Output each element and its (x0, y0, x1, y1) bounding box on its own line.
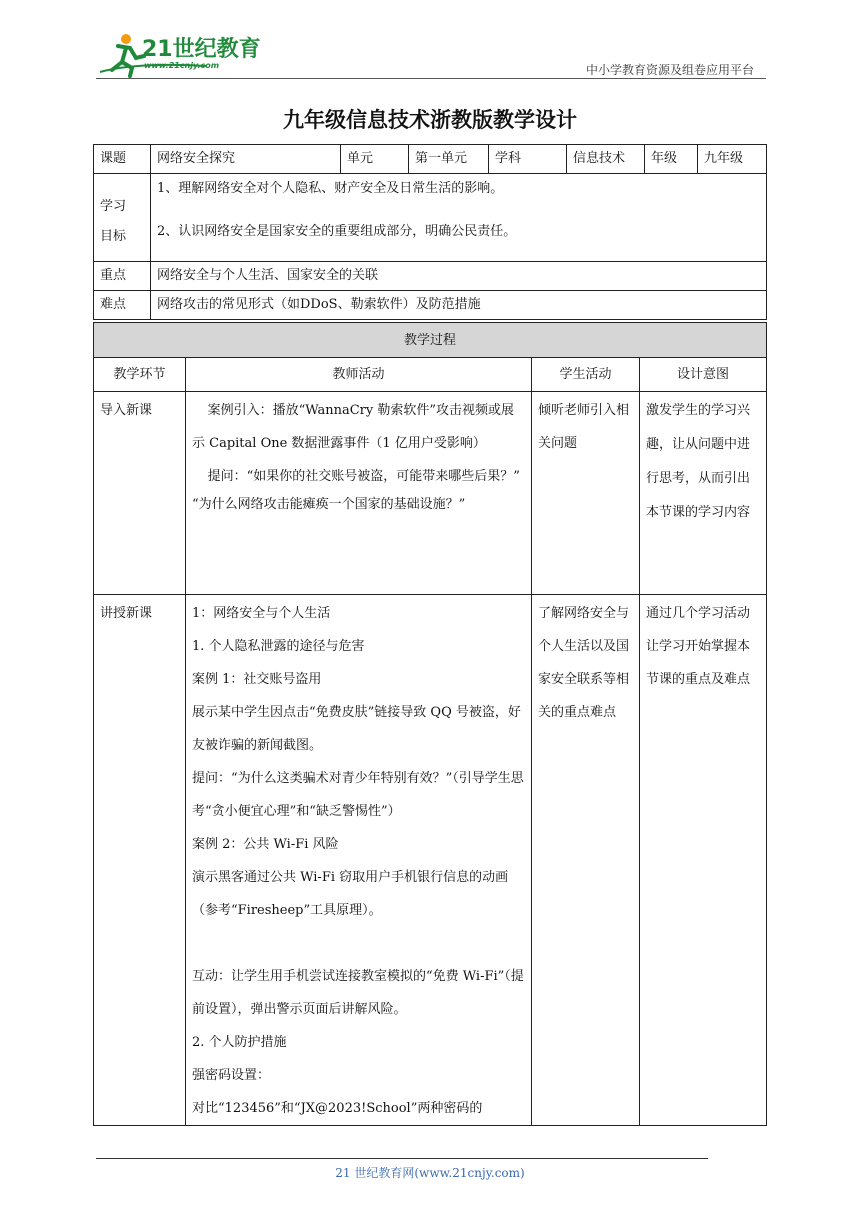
teacher-line: 演示黑客通过公共 Wi-Fi 窃取用户手机银行信息的动画（参考“Firesheep”工具原理）。 (192, 870, 509, 918)
info-row-topic (94, 145, 767, 174)
teacher-activity-cell (186, 595, 532, 1126)
teacher-line: 案例 2：公共 Wi-Fi 风险 (192, 837, 339, 852)
subject-value: 信息技术 (567, 145, 645, 174)
topic-label: 课题 (94, 145, 151, 174)
teacher-line: 强密码设置： (192, 1068, 271, 1083)
unit-value: 第一单元 (409, 145, 489, 174)
goal-item: 1、理解网络安全对个人隐私、财产安全及日常生活的影响。 (157, 181, 504, 196)
logo-text: 21世纪教育 (142, 37, 261, 62)
footer-divider (96, 1158, 708, 1159)
col-header-stage: 教学环节 (94, 358, 186, 392)
grade-value: 九年级 (698, 145, 767, 174)
teacher-line: 展示某中学生因点击“免费皮肤”链接导致 QQ 号被盗，好友被诈骗的新闻截图。 (192, 705, 521, 753)
info-table (93, 144, 767, 320)
design-intent-cell: 通过几个学习活动让学习开始掌握本节课的重点及难点 (640, 595, 767, 1126)
grade-label: 年级 (645, 145, 698, 174)
teacher-line: 1：网络安全与个人生活 (192, 606, 331, 621)
key-label: 重点 (94, 262, 151, 291)
document-title: 九年级信息技术浙教版教学设计 (283, 108, 577, 132)
teacher-line: 案例引入：播放“WannaCry 勒索软件”攻击视频或展示 Capital One 数据泄露事件（1 亿用户受影响） (192, 403, 515, 451)
difficult-value: 网络攻击的常见形式（如DDoS、勒索软件）及防范措施 (151, 291, 767, 320)
teacher-line: 1. 个人隐私泄露的途径与危害 (192, 639, 365, 654)
column-header-row (94, 358, 767, 392)
unit-label: 单元 (341, 145, 409, 174)
col-header-intent: 设计意图 (640, 358, 767, 392)
stage-cell: 导入新课 (94, 392, 186, 595)
header-platform-text: 中小学教育资源及组卷应用平台 (585, 63, 754, 77)
goals-value (151, 174, 767, 262)
student-activity-cell: 了解网络安全与个人生活以及国家安全联系等相关的重点难点 (532, 595, 640, 1126)
header-divider (96, 78, 766, 79)
process-heading: 教学过程 (94, 323, 767, 358)
teacher-blank-line (192, 927, 525, 960)
teacher-line: 互动：让学生用手机尝试连接教室模拟的“免费 Wi-Fi”（提前设置），弹出警示页面后讲解风险。 (192, 969, 524, 1017)
difficult-label: 难点 (94, 291, 151, 320)
design-intent-cell: 激发学生的学习兴趣，让从问题中进行思考，从而引出本节课的学习内容 (640, 392, 767, 595)
goals-label-line1: 学习 (100, 199, 127, 214)
topic-value: 网络安全探究 (151, 145, 341, 174)
process-row-intro (94, 392, 767, 595)
key-value: 网络安全与个人生活、国家安全的关联 (151, 262, 767, 291)
teacher-line: 对比“123456”和“JX@2023!School”两种密码的 (192, 1101, 483, 1116)
col-header-teacher: 教师活动 (186, 358, 532, 392)
goals-label (94, 174, 151, 262)
subject-label: 学科 (489, 145, 567, 174)
page-footer: 21 世纪教育网(www.21cnjy.com) (335, 1166, 525, 1180)
teacher-activity-cell (186, 392, 532, 595)
teacher-line: 案例 1：社交账号盗用 (192, 672, 322, 687)
teacher-line: “为什么网络攻击能瘫痪一个国家的基础设施？” (192, 497, 466, 512)
process-heading-row (94, 323, 767, 358)
goal-item: 2、认识网络安全是国家安全的重要组成部分，明确公民责任。 (157, 224, 517, 239)
info-row-difficult (94, 291, 767, 320)
goals-label-line2: 目标 (100, 229, 127, 244)
page-header (96, 30, 764, 80)
student-activity-cell: 倾听老师引入相关问题 (532, 392, 640, 595)
col-header-student: 学生活动 (532, 358, 640, 392)
teacher-line: 2. 个人防护措施 (192, 1035, 287, 1050)
teacher-line: 提问：“为什么这类骗术对青少年特别有效？”（引导学生思考“贪小便宜心理”和“缺乏警惕性”） (192, 771, 524, 819)
info-row-goals (94, 174, 767, 262)
process-row-new (94, 595, 767, 1126)
logo-url: www.21cnjy.com (144, 61, 220, 70)
info-row-key (94, 262, 767, 291)
teacher-line: 提问：“如果你的社交账号被盗，可能带来哪些后果？” (207, 469, 520, 484)
process-table (93, 322, 767, 1126)
stage-cell: 讲授新课 (94, 595, 186, 1126)
